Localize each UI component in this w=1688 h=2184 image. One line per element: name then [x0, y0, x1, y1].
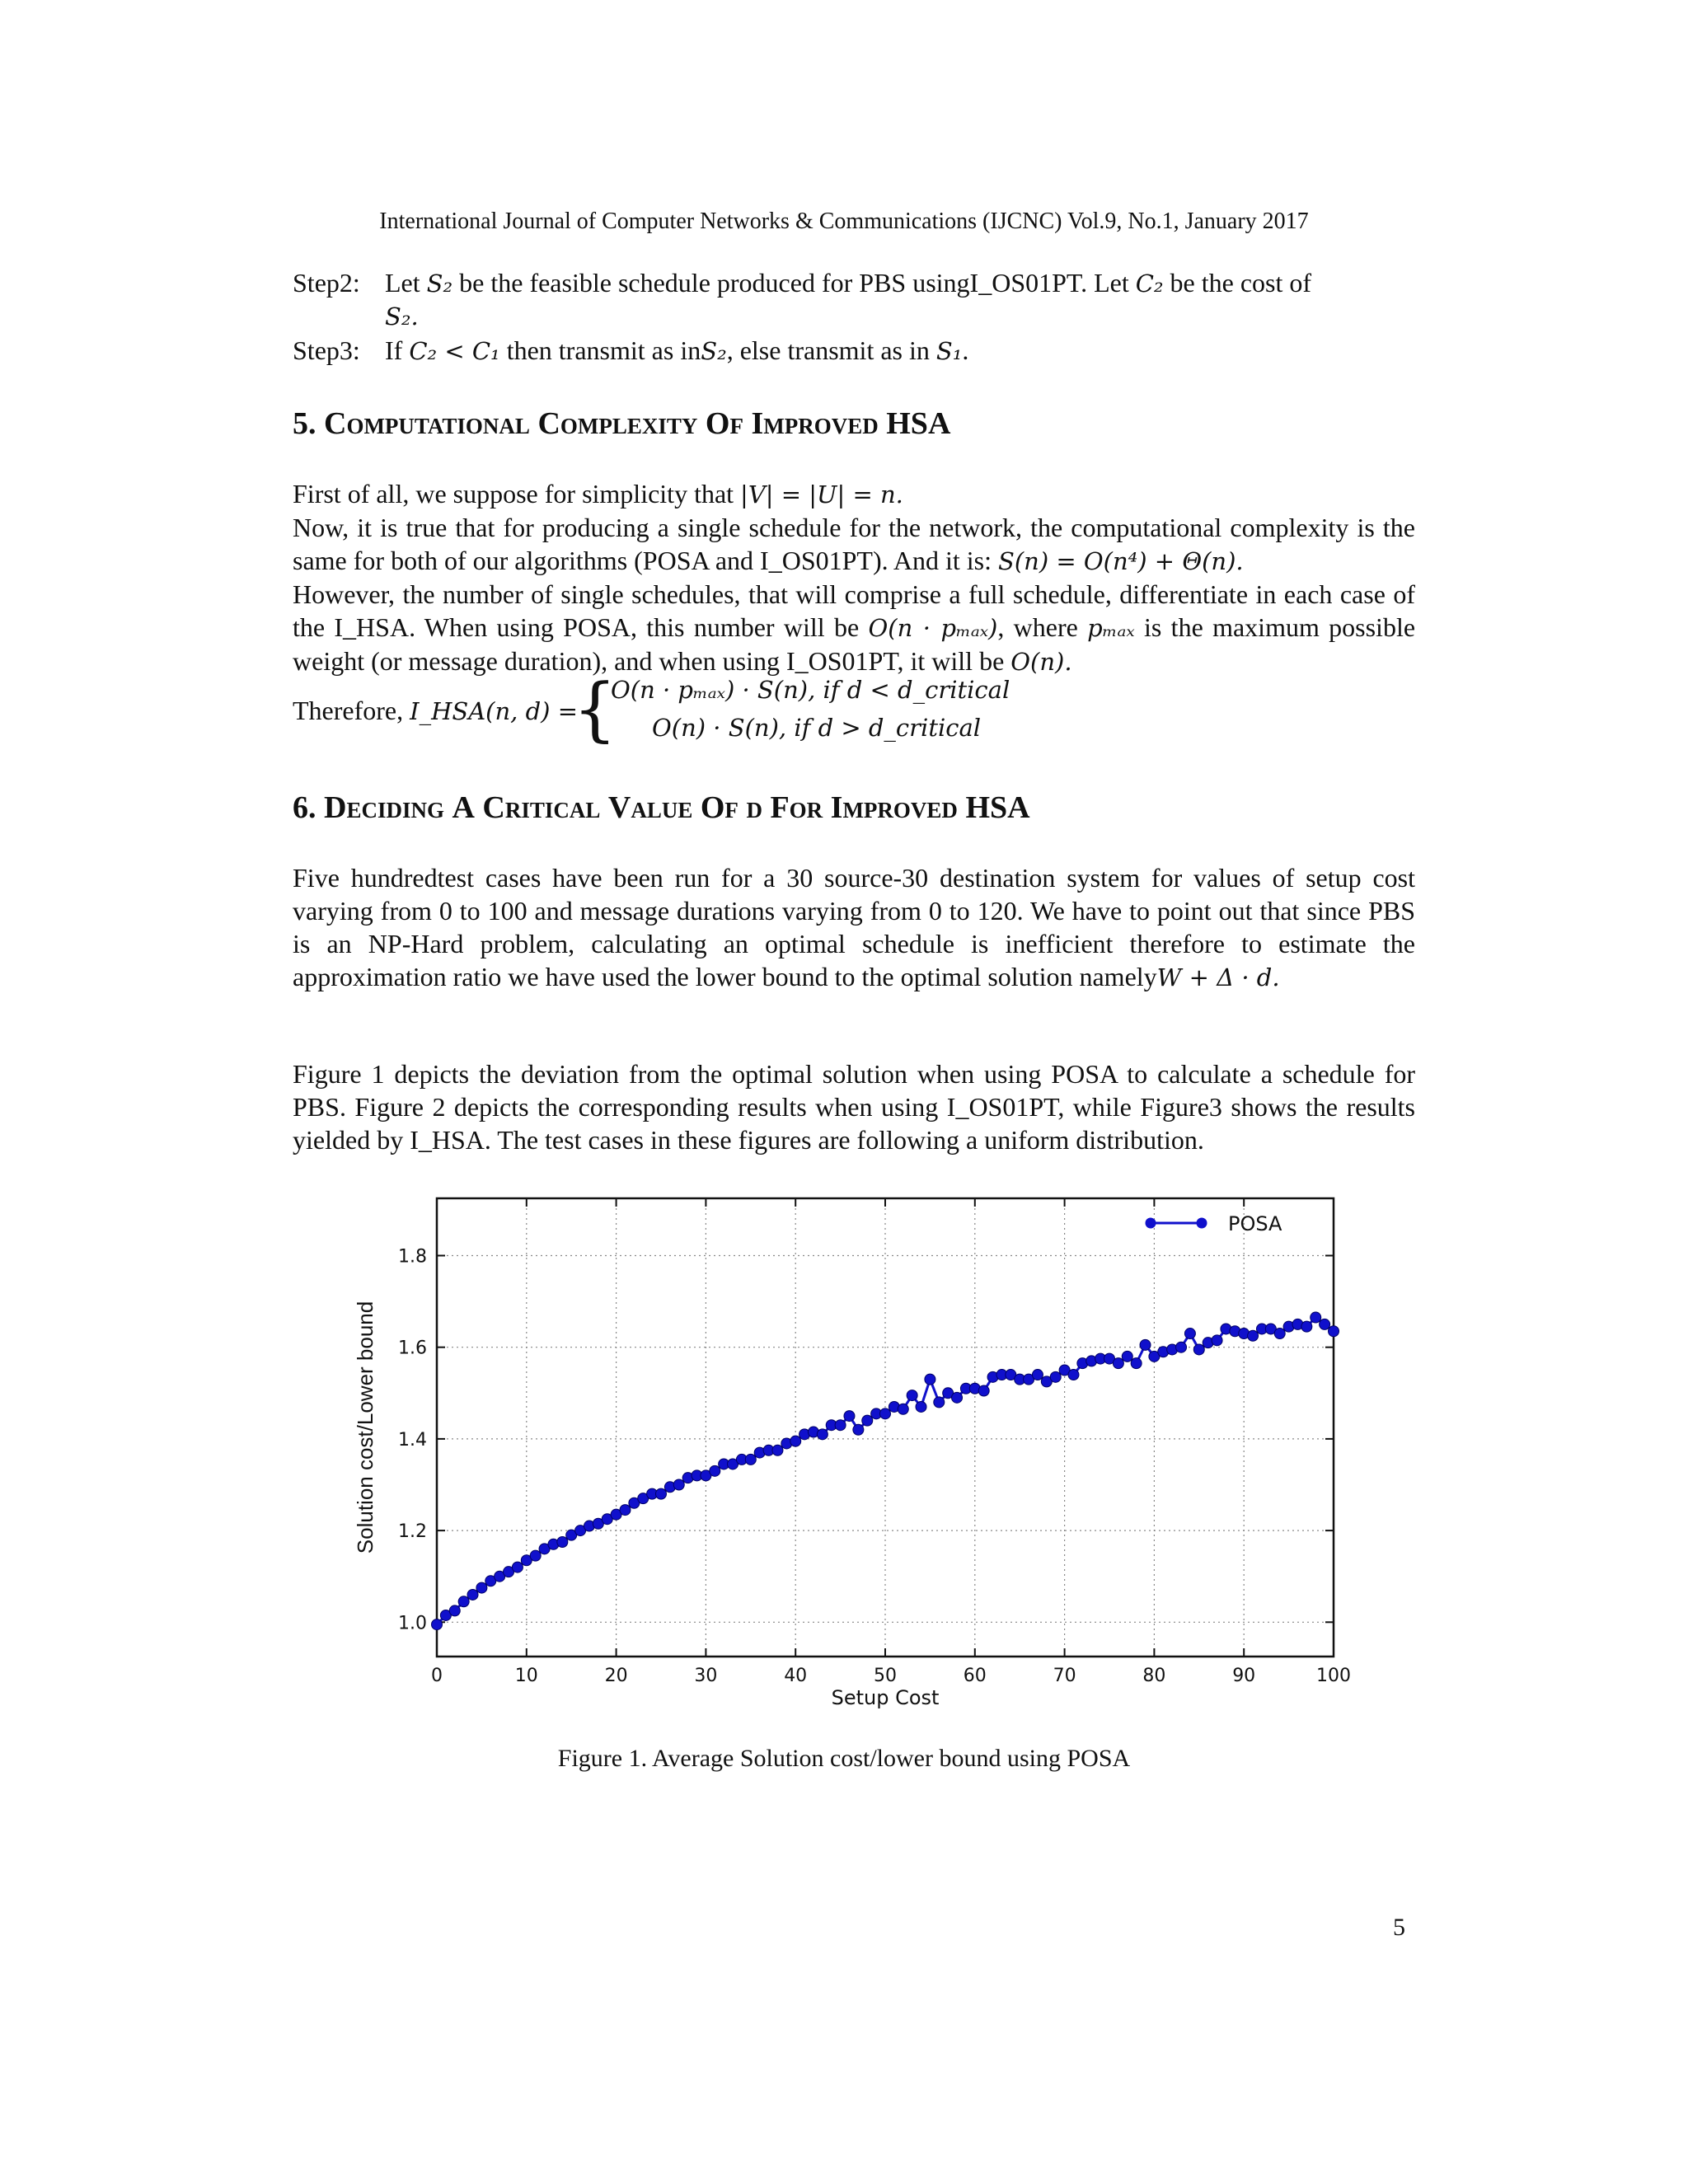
- paragraph: First of all, we suppose for simplicity that |V| = |U| = n.: [293, 479, 903, 509]
- data-point: [916, 1401, 926, 1412]
- x-tick-label: 60: [963, 1666, 987, 1686]
- math-inline: C₂: [1135, 269, 1164, 298]
- data-point: [1212, 1335, 1222, 1346]
- data-point: [1248, 1330, 1259, 1341]
- data-point: [432, 1619, 443, 1630]
- data-point: [934, 1397, 945, 1408]
- data-point: [673, 1479, 684, 1490]
- step2: [293, 266, 1415, 333]
- section-6-paragraph-2: Figure 1 depicts the deviation from the optimal solution when using POSA to calculate a schedule for PBS. Figure 2 depicts the corresponding results when using I_OS01PT, while Figure3 shows the results yielded by I_HSA. The test cases in these figures are following a uniform distribution.: [293, 1059, 1415, 1155]
- math-inline: C₂ < C₁: [409, 337, 500, 365]
- figure-caption: Figure 1. Average Solution cost/lower bound using POSA: [557, 1745, 1131, 1772]
- data-point: [1113, 1358, 1123, 1369]
- x-tick-label: 50: [874, 1666, 897, 1686]
- data-point: [817, 1429, 828, 1440]
- x-tick-label: 40: [784, 1666, 808, 1686]
- data-point: [790, 1436, 801, 1446]
- data-point: [835, 1420, 846, 1431]
- data-point: [853, 1424, 864, 1435]
- step-label: Step2:: [293, 268, 360, 298]
- legend-marker: [1146, 1218, 1156, 1229]
- math-inline: S₂: [426, 269, 453, 298]
- x-tick-label: 10: [514, 1666, 538, 1686]
- data-point: [1032, 1370, 1043, 1380]
- y-tick-label: 1.0: [398, 1613, 427, 1634]
- page-number: 5: [1393, 1914, 1405, 1941]
- data-point: [1274, 1329, 1285, 1339]
- step-label: Step3:: [293, 335, 360, 365]
- data-point: [1329, 1326, 1339, 1337]
- math-inline: S(n) = O(n⁴) + Θ(n).: [997, 547, 1244, 575]
- y-axis-title: Solution cost/Lower bound: [353, 1301, 377, 1554]
- data-point: [710, 1465, 720, 1476]
- data-point: [1176, 1342, 1187, 1352]
- chart-svg: [330, 1187, 1368, 1714]
- data-point: [458, 1596, 469, 1607]
- running-header: International Journal of Computer Networks & Communications (IJCNC) Vol.9, No.1, January 2017: [379, 209, 1309, 234]
- paragraph: However, the number of single schedules, that will comprise a full schedule, differentiate in each case of the I_HSA. When using POSA, this number will be O(n · pₘₐₓ), where pₘₐₓ is the maximum possible weight (or message duration), and when using I_OS01PT, it will be O(n).: [293, 579, 1416, 676]
- section-6-paragraph-1: Five hundredtest cases have been run for a 30 source-30 destination system for values of setup cost varying from 0 to 100 and message durations varying from 0 to 120. We have to point out that since PBS is an NP-Hard problem, calculating an optimal schedule is inefficient therefore to estimate the approximation ratio we have used the lower bound to the optimal solution namelyW + Δ · d.: [293, 863, 1415, 991]
- data-point: [1050, 1371, 1061, 1382]
- data-point: [907, 1390, 917, 1401]
- data-point: [952, 1392, 963, 1403]
- figure-1-chart: [330, 1187, 1368, 1714]
- formula-case-2: O(n) · S(n), if d > d_critical: [652, 714, 982, 742]
- section-5-body: [293, 477, 1415, 678]
- x-tick-label: 30: [694, 1666, 718, 1686]
- data-point: [898, 1404, 908, 1414]
- data-point: [656, 1488, 667, 1499]
- data-point: [449, 1605, 460, 1616]
- data-point: [467, 1589, 478, 1600]
- data-point: [530, 1550, 541, 1561]
- data-point: [1301, 1321, 1312, 1332]
- data-point: [620, 1505, 631, 1516]
- step-body: If C₂ < C₁ then transmit as inS₂, else transmit as in S₁.: [385, 335, 969, 365]
- y-tick-label: 1.2: [398, 1521, 427, 1543]
- math-inline: W + Δ · d.: [1156, 963, 1280, 991]
- data-point: [844, 1411, 855, 1422]
- data-point: [880, 1408, 891, 1419]
- math-inline: S₂: [701, 337, 727, 365]
- x-tick-label: 80: [1142, 1666, 1166, 1686]
- data-point: [772, 1445, 783, 1455]
- section-6-heading: 6. Deciding A Critical Value Of d For Improved HSA: [293, 790, 1030, 825]
- data-point: [512, 1562, 523, 1572]
- math-inline: S₁: [935, 337, 963, 365]
- math-inline: pₘₐₓ: [1087, 614, 1135, 642]
- x-tick-label: 20: [604, 1666, 628, 1686]
- x-tick-label: 100: [1316, 1666, 1351, 1686]
- legend-marker: [1197, 1218, 1207, 1229]
- math-inline: I_HSA(n, d) =: [410, 697, 579, 725]
- math-inline: |V| = |U| = n.: [740, 480, 903, 509]
- x-tick-label: 90: [1232, 1666, 1256, 1686]
- data-point: [925, 1374, 935, 1385]
- data-point: [745, 1454, 756, 1465]
- y-tick-label: 1.8: [398, 1246, 427, 1268]
- x-axis-title: Setup Cost: [831, 1686, 940, 1709]
- data-point: [557, 1537, 568, 1548]
- legend-label: POSA: [1228, 1212, 1282, 1235]
- step-body: Let S₂ be the feasible schedule produced for PBS usingI_OS01PT. Let C₂ be the cost of S₂.: [385, 266, 1415, 333]
- section-5-heading: 5. Computational Complexity Of Improved HSA: [293, 406, 951, 441]
- paper-page: International Journal of Computer Networks & Communications (IJCNC) Vol.9, No.1, January 2017 Step2: Let S₂ be the feasible schedule produced for PBS usingI_OS01PT. Let C₂ be the cost of S₂. Step3: If C₂ < C₁ then transmit as inS₂, else transmit as in S₁. 5. Computational Complexity Of Improved HSA First of all, we suppose for simplicity that |V| = |U| = n. Now, it is true that for producing a single schedule for the network, the computational complexity is the same for both of our algorithms (POSA and I_OS01PT). And it is: S(n) = O(n⁴) + Θ(n). However, the number of single schedules, that will comprise a full schedule, differentiate in each case of the I_HSA. When using POSA, this number will be O(n · pₘₐₓ), where pₘₐₓ is the maximum possible weight (or message duration), and when using I_OS01PT, it will be O(n). Therefore, I_HSA(n, d) = { O(n · pₘₐₓ) · S(n), if d < d_critical O(n) · S(n), if d > d_critical 6. Deciding A Critical Value Of d For Improved HSA Five hundredtest cases have been run for a 30 source-30 destination system for values of setup cost varying from 0 to 100 and message durations varying from 0 to 120. We have to point out that since PBS is an NP-Hard problem, calculating an optimal schedule is inefficient therefore to estimate the approximation ratio we have used the lower bound to the optimal solution namelyW + Δ · d. Figure 1 depicts the deviation from the optimal solution when using POSA to calculate a schedule for PBS. Figure 2 depicts the corresponding results when using I_OS01PT, while Figure3 shows the results yielded by I_HSA. The test cases in these figures are following a uniform distribution. 0 10 20 30 40 50 60 70 80 90 100 1.0 1.2 1.4 1.6 1.8 Setup Cost Solution cost/Lower bound POSA Figure 1. Average Solution cost/lower bound using POSA 5: [0, 0, 1688, 2184]
- data-point: [1193, 1344, 1204, 1355]
- y-tick-label: 1.6: [398, 1338, 427, 1359]
- data-point: [1320, 1319, 1330, 1329]
- math-inline: O(n · pₘₐₓ): [868, 614, 998, 642]
- brace-symbol: {: [573, 668, 617, 749]
- data-point: [978, 1385, 989, 1396]
- x-tick-label: 70: [1053, 1666, 1076, 1686]
- data-point: [1131, 1358, 1142, 1369]
- step3: [293, 334, 1415, 368]
- data-point: [1311, 1312, 1321, 1323]
- paragraph: Now, it is true that for producing a single schedule for the network, the computational complexity is the same for both of our algorithms (POSA and I_OS01PT). And it is: S(n) = O(n⁴) + Θ(n).: [293, 513, 1415, 575]
- data-point: [476, 1582, 487, 1593]
- data-point: [1184, 1329, 1195, 1339]
- x-tick-label: 0: [431, 1666, 443, 1686]
- math-inline: S₂.: [385, 302, 419, 330]
- y-tick-label: 1.4: [398, 1429, 427, 1451]
- math-inline: O(n).: [1010, 648, 1072, 676]
- data-point: [1122, 1351, 1132, 1361]
- formula-case-1: O(n · pₘₐₓ) · S(n), if d < d_critical: [611, 676, 1010, 704]
- data-point: [1140, 1339, 1151, 1350]
- data-point: [862, 1415, 873, 1426]
- data-point: [1068, 1370, 1079, 1380]
